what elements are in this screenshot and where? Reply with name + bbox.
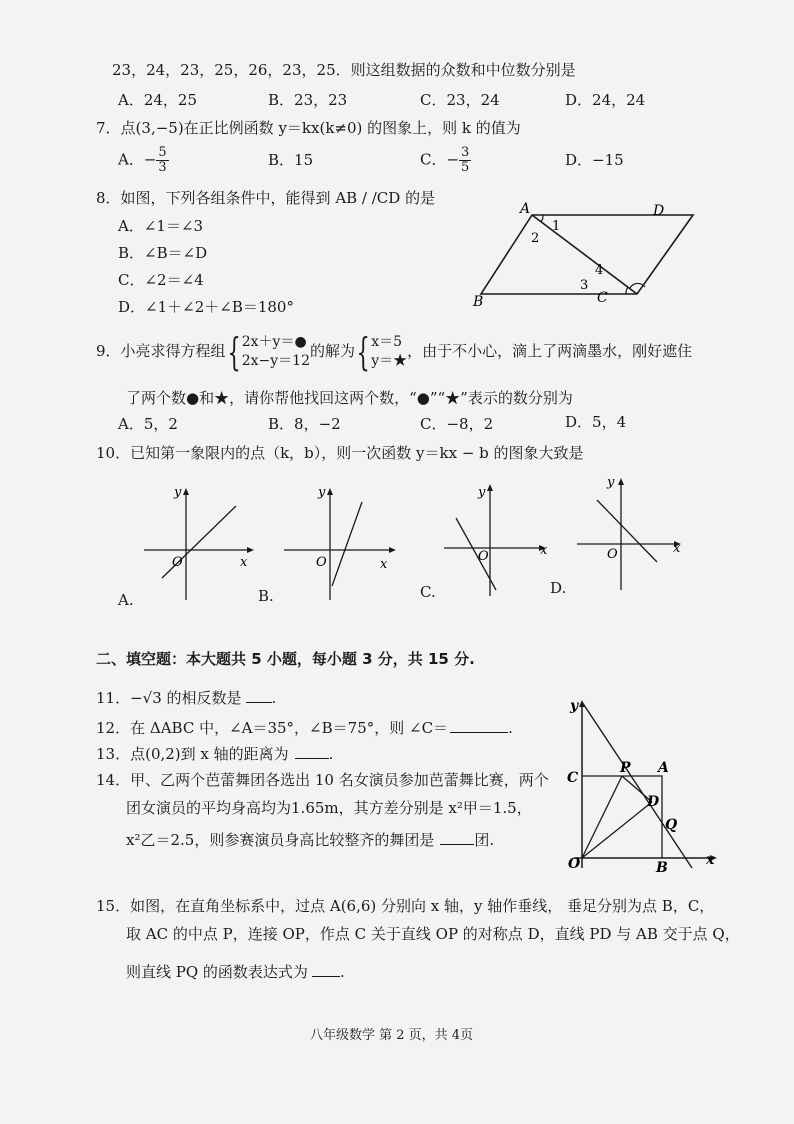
q9-option-d: D．5，4 — [565, 413, 627, 431]
q7-option-b: B．15 — [268, 151, 314, 169]
label-q: Q — [665, 817, 678, 833]
fraction-numerator: 3 — [461, 145, 470, 160]
q9-mid-text: 的解为 — [310, 342, 356, 360]
q9-suffix: ，由于不小心，滴上了两滴墨水，刚好遮住 — [407, 342, 693, 360]
angle-3-arc — [626, 287, 628, 294]
x-label: x — [240, 555, 248, 570]
q10-option-d: D. — [550, 579, 567, 597]
q9-prefix: 9．小亮求得方程组 — [96, 342, 226, 360]
q7-option-a — [118, 146, 169, 175]
q13-answer-blank — [295, 744, 329, 759]
x-axis-arrow-icon — [247, 547, 254, 553]
label-angle-4: 4 — [595, 263, 604, 278]
origin-label: O — [172, 555, 183, 570]
q9-equation-2: 2x−y＝12 — [241, 353, 310, 369]
left-brace-icon: { — [356, 330, 370, 374]
q9-solution-1: x＝5 — [371, 334, 403, 350]
q7-option-d: D．−15 — [565, 151, 624, 169]
q8-text: 8．如图，下列各组条件中，能得到 AB / /CD 的是 — [96, 189, 436, 207]
q10-option-c: C. — [420, 583, 436, 601]
origin-label: O — [316, 555, 327, 570]
q9-equation-system — [242, 333, 310, 371]
x-label: x — [540, 543, 548, 558]
q9-solution-2: y＝★ — [371, 353, 408, 369]
q10-graph-d — [575, 472, 695, 592]
line-od — [582, 802, 652, 858]
q12-period: . — [508, 719, 513, 737]
q6-option-a: A．24，25 — [118, 91, 198, 109]
q6-option-d: D．24，24 — [565, 91, 646, 109]
q8-option-b: B．∠B＝∠D — [118, 244, 208, 262]
q6-option-b: B．23，23 — [268, 91, 348, 109]
q14-line3-end: 团. — [474, 831, 495, 849]
q8-option-a: A．∠1＝∠3 — [118, 217, 204, 235]
q12-text: 12．在 ΔABC 中，∠A＝35°，∠B＝75°，则 ∠C＝ — [96, 719, 449, 737]
y-label: y — [607, 475, 615, 490]
q11-answer-blank — [246, 688, 272, 703]
q9-solution-system — [371, 333, 407, 371]
q12-line — [96, 718, 513, 738]
q6-text: 23，24，23，25，26，23，25．则这组数据的众数和中位数分别是 — [112, 61, 576, 79]
y-label: y — [174, 485, 182, 500]
origin-label: O — [607, 547, 618, 562]
q14-line3-text: x²乙＝2.5，则参赛演员身高比较整齐的舞团是 — [126, 831, 435, 849]
q14-answer-blank — [440, 830, 474, 845]
q14-line3 — [126, 830, 494, 850]
q11-line — [96, 688, 276, 708]
label-a: A — [658, 760, 669, 776]
q15-line2: 取 AC 的中点 P，连接 OP，作点 C 关于直线 OP 的对称点 D，直线 PD 与 AB 交于点 Q， — [126, 925, 740, 943]
label-p: P — [620, 760, 631, 776]
label-x: x — [706, 852, 715, 868]
x-axis-arrow-icon — [389, 547, 396, 553]
q9-equation-1: 2x＋y＝● — [241, 334, 307, 350]
y-label: y — [318, 485, 326, 500]
origin-label: O — [478, 549, 489, 564]
q10-option-b: B. — [258, 587, 274, 605]
q10-graph-a — [140, 482, 265, 602]
q10-graph-c — [440, 478, 560, 598]
fraction-numerator: 5 — [158, 145, 167, 160]
page-footer: 八年级数学 第 2 页，共 4页 — [310, 1028, 474, 1043]
label-angle-1: 1 — [552, 219, 561, 234]
q10-text: 10．已知第一象限内的点（k，b），则一次函数 y＝kx − b 的图象大致是 — [96, 444, 584, 462]
y-label: y — [478, 485, 486, 500]
fraction-denominator: 3 — [158, 160, 167, 175]
label-b: B — [656, 860, 668, 876]
q8-parallelogram-figure — [465, 198, 695, 310]
label-angle-3: 3 — [580, 278, 589, 293]
q7-option-a-fraction — [156, 146, 168, 175]
label-b: B — [473, 294, 484, 310]
q6-option-c: C．23，24 — [420, 91, 500, 109]
q7-text: 7．点(3,−5)在正比例函数 y＝kx(k≠0) 的图象上，则 k 的值为 — [96, 119, 521, 137]
q8-option-c: C．∠2＝∠4 — [118, 271, 204, 289]
y-axis-arrow-icon — [618, 478, 624, 485]
q11-text: 11．−√3 的相反数是 — [96, 689, 242, 707]
label-angle-2: 2 — [531, 231, 540, 246]
fraction-denominator: 5 — [461, 160, 470, 175]
left-brace-icon: { — [226, 330, 241, 374]
x-label: x — [380, 557, 388, 572]
q9-option-a: A．5，2 — [118, 415, 178, 433]
y-axis-arrow-icon — [327, 488, 333, 495]
q15-period: . — [339, 963, 345, 981]
q7-option-c-label: C．− — [420, 150, 460, 169]
q14-line1: 14．甲、乙两个芭蕾舞团各选出 10 名女演员参加芭蕾舞比赛，两个 — [96, 771, 549, 789]
rectangle-oabc — [582, 776, 662, 858]
function-line — [332, 502, 362, 586]
q11-period: . — [271, 689, 277, 707]
y-axis-arrow-icon — [487, 484, 493, 491]
y-axis-arrow-icon — [183, 488, 189, 495]
q10-option-a: A. — [118, 591, 134, 609]
q13-line — [96, 744, 333, 764]
q8-option-d: D．∠1＋∠2＋∠B＝180° — [118, 298, 294, 316]
x-label: x — [673, 541, 681, 556]
q7-option-a-label: A．− — [118, 150, 157, 169]
q15-answer-blank — [312, 962, 340, 977]
q9-line1 — [96, 330, 692, 372]
q15-line3-text: 则直线 PQ 的函数表达式为 — [126, 963, 308, 981]
line-pq — [582, 702, 692, 868]
q10-graph-b — [280, 482, 405, 602]
label-a: A — [520, 201, 531, 217]
label-c: C — [597, 290, 608, 306]
q7-option-c — [420, 146, 471, 175]
label-c: C — [567, 770, 579, 786]
q12-answer-blank — [450, 718, 508, 733]
q7-option-c-fraction — [459, 146, 471, 175]
q15-line3 — [126, 962, 345, 982]
q13-period: . — [328, 745, 334, 763]
q14-line2: 团女演员的平均身高均为1.65m，其方差分别是 x²甲＝1.5， — [126, 799, 532, 817]
q15-coordinate-figure — [564, 692, 729, 878]
label-d: D — [653, 203, 665, 219]
q9-option-b: B．8，−2 — [268, 415, 341, 433]
function-line — [597, 500, 657, 562]
q9-option-c: C．−8，2 — [420, 415, 494, 433]
label-o: O — [568, 856, 581, 872]
label-y: y — [570, 698, 579, 714]
section-2-heading: 二、填空题：本大题共 5 小题，每小题 3 分，共 15 分. — [96, 650, 475, 668]
label-d: D — [647, 794, 660, 810]
angle-1-arc — [541, 215, 543, 222]
q15-line1: 15．如图，在直角坐标系中，过点 A(6,6) 分别向 x 轴，y 轴作垂线， 垂足分别为点 B，C， — [96, 897, 715, 915]
q9-line2: 了两个数●和★，请你帮他找回这两个数，“●”“★”表示的数分别为 — [126, 389, 573, 407]
q13-text: 13．点(0,2)到 x 轴的距离为 — [96, 745, 289, 763]
line-op — [582, 776, 622, 858]
